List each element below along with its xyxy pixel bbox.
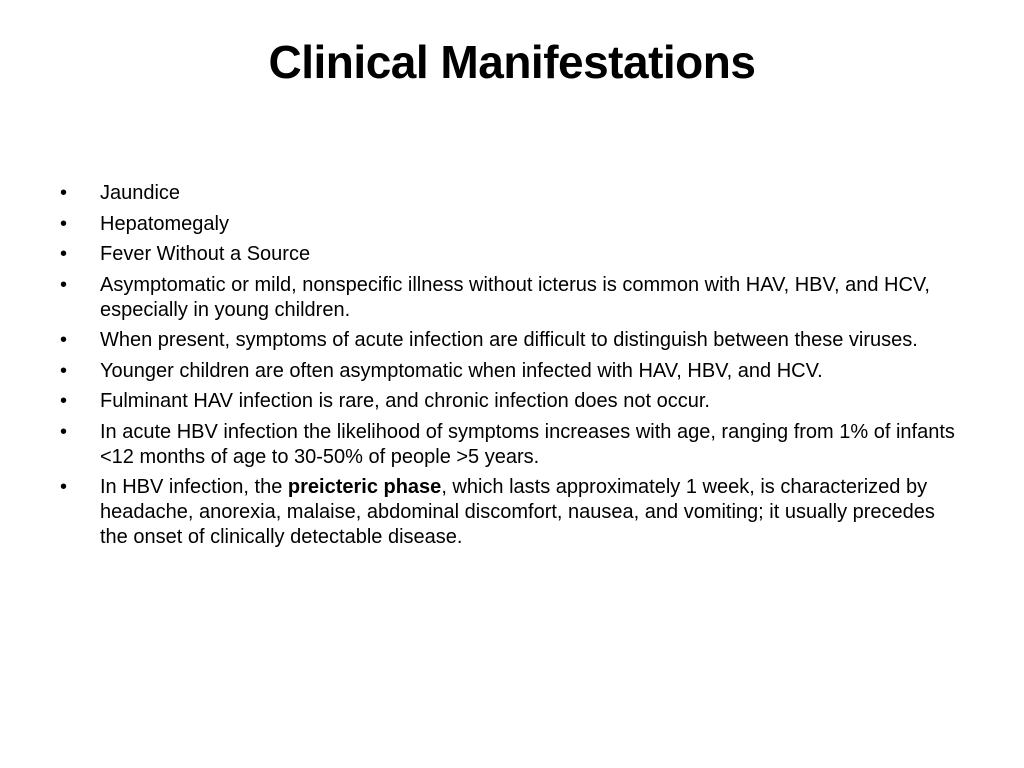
bullet-item-jaundice (60, 181, 960, 206)
bullet-text-bold: preicteric phase (287, 476, 442, 498)
bullet-dot-icon: • (60, 476, 68, 498)
bullet-dot-icon: • (60, 273, 68, 296)
bullet-text-before: In HBV infection, the (100, 476, 288, 498)
bullet-text-after: , which lasts approximately 1 week, is characterized by headache, anorexia, malaise, abdominal discomfort, nausea, and vomiting; it usually precedes the onset of clinically detectable disease. (100, 476, 935, 548)
bullet-dot-icon: • (60, 212, 68, 235)
bullet-dot-icon: • (60, 420, 68, 443)
bullet-text: When present, symptoms of acute infection are difficult to distinguish between these viruses. (100, 329, 918, 351)
bullet-text: Jaundice (100, 182, 181, 204)
bullet-item-hepatomegaly (60, 212, 960, 237)
bullet-dot-icon: • (60, 182, 68, 204)
bullet-text: Fulminant HAV infection is rare, and chronic infection does not occur. (100, 390, 710, 412)
bullet-item-preicteric-phase (60, 475, 960, 550)
bullet-item-younger-children (60, 359, 960, 384)
bullet-text: In acute HBV infection the likelihood of symptoms increases with age, ranging from 1% of infants <12 months of age to 30-50% of people >5 years. (100, 420, 955, 468)
bullet-list (60, 181, 960, 556)
bullet-item-fever (60, 242, 960, 267)
bullet-text: Younger children are often asymptomatic when infected with HAV, HBV, and HCV. (100, 359, 823, 382)
bullet-dot-icon: • (60, 390, 68, 412)
bullet-item-acute-hbv (60, 420, 960, 470)
bullet-text (100, 476, 935, 548)
bullet-text: Hepatomegaly (100, 212, 229, 235)
bullet-item-asymptomatic-mild (60, 273, 960, 323)
bullet-item-fulminant-hav (60, 389, 960, 414)
bullet-dot-icon: • (60, 243, 68, 265)
bullet-text: Fever Without a Source (100, 243, 311, 265)
bullet-dot-icon: • (60, 329, 68, 351)
bullet-item-symptoms-acute (60, 328, 960, 353)
slide-title: Clinical Manifestations (268, 36, 756, 88)
bullet-text: Asymptomatic or mild, nonspecific illness without icterus is common with HAV, HBV, and HCV, especially in young children. (100, 273, 930, 321)
bullet-dot-icon: • (60, 359, 68, 382)
